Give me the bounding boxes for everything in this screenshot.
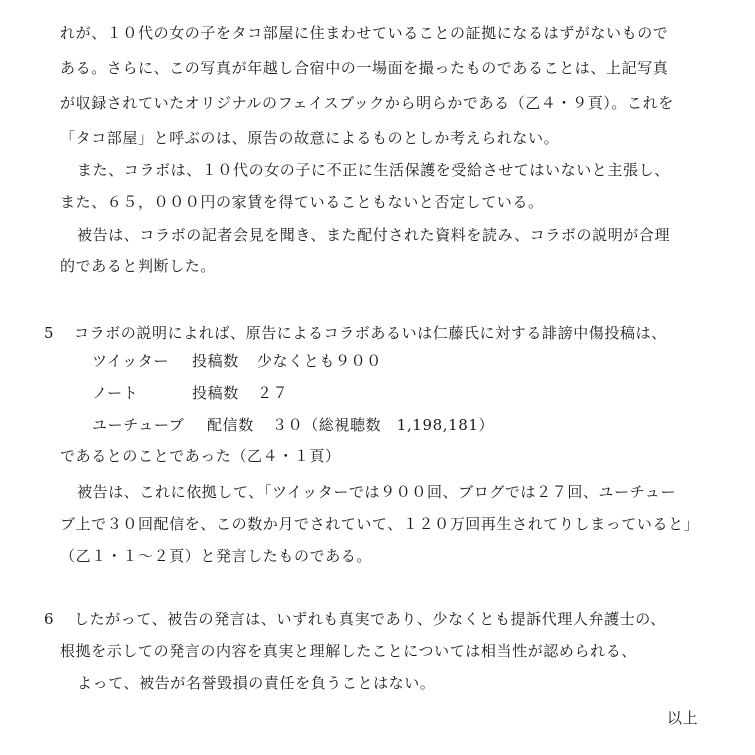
section-5-body-line-1: 被告は、これに依拠して、「ツイッターでは９００回、ブログでは２７回、ユーチュー (77, 483, 677, 501)
para4-line-2: ある。さらに、この写真が年越し合宿中の一場面を撮ったものであることは、上記写真 (60, 59, 669, 77)
para4-line-1 (60, 23, 668, 43)
section-5-body-line-3: （乙１・１～２頁）と発言したものである。 (60, 547, 373, 565)
section-5-body-line-2: ブ上で３０回配信を、この数か月でされていて、１２０万回再生されてりしまっていると」 (60, 515, 700, 533)
para4-line-4: 「タコ部屋」と呼ぶのは、原告の故意によるものとしか考えられない。 (60, 129, 560, 147)
section-6-line-1: したがって、被告の発言は、いずれも真実であり、少なくとも提訴代理人弁護士の、 (74, 610, 666, 628)
list-item-value: 少なくとも９００ (257, 352, 382, 370)
para4-line-8: 的であると判断した。 (60, 257, 217, 275)
list-item-platform: ノート (92, 384, 139, 402)
para4-line-6: また、６５，０００円の家賃を得ていることもないと否定している。 (60, 193, 544, 211)
list-item-metric: 配信数 (207, 416, 254, 434)
list-item-value: ２７ (257, 384, 289, 402)
para4-line-3: が収録されていたオリジナルのフェイスブックから明らかである（乙４・９頁）。これを (60, 94, 674, 112)
signoff: 以上 (667, 709, 699, 727)
section-6-number: 6 (44, 610, 55, 628)
section-6-line-2: 根拠を示しての発言の内容を真実と理解したことについては相当性が認められる、 (60, 642, 637, 660)
section-5-number: 5 (44, 324, 55, 342)
list-item-platform: ユーチューブ (92, 416, 185, 434)
section-5-intro: コラボの説明によれば、原告によるコラボあるいは仁藤氏に対する誹謗中傷投稿は、 (74, 324, 667, 342)
section-6-line-3: よって、被告が名誉毀損の責任を負うことはない。 (77, 674, 436, 692)
para4-line-1-text: れが、１０代の女の子をタコ部屋に住まわせていることの証拠になるはずがないもので (60, 24, 669, 42)
para4-line-5: また、コラボは、１０代の女の子に不正に生活保護を受給させてはいないと主張し、 (77, 161, 670, 179)
list-item-metric: 投稿数 (192, 384, 239, 402)
para4-line-7: 被告は、コラボの記者会見を聞き、また配付された資料を読み、コラボの説明が合理 (77, 226, 671, 244)
list-item-metric: 投稿数 (192, 352, 239, 370)
section-5-conclusion: であるとのことであった（乙４・１頁） (60, 447, 341, 465)
list-item-value: ３０（総視聴数 1,198,181） (272, 416, 495, 434)
list-item-platform: ツイッター (92, 352, 169, 370)
